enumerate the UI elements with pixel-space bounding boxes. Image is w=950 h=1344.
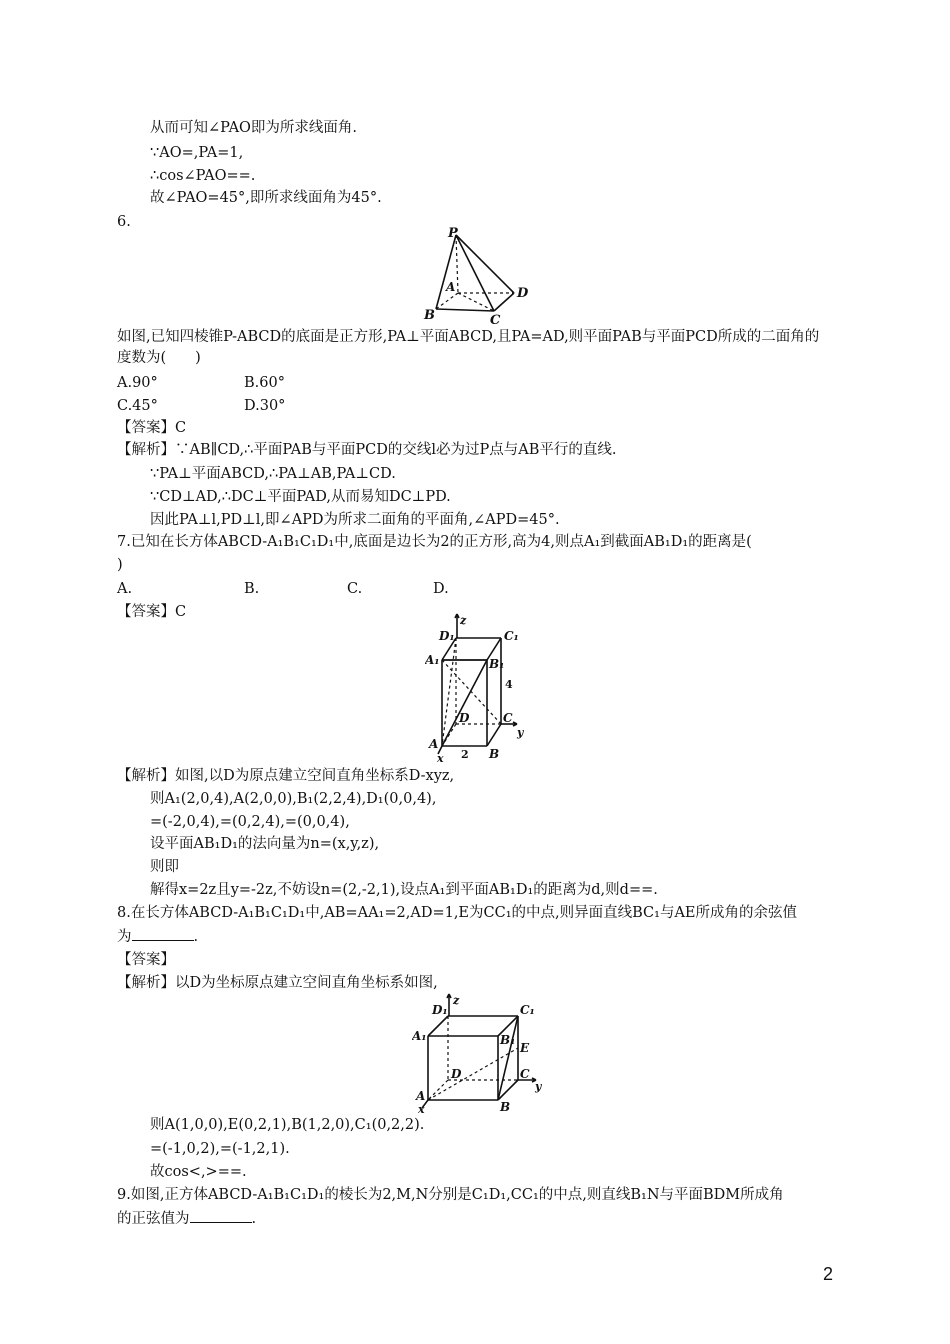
solution-line: ∵CD⊥AD,∴DC⊥平面PAD,从而易知DC⊥PD.	[150, 489, 451, 505]
option-b: B.	[244, 581, 260, 597]
solution-line: 【解析】以D为坐标原点建立空间直角坐标系如图,	[117, 975, 438, 991]
solution-line: =(-2,0,4),=(0,2,4),=(0,0,4),	[150, 814, 350, 830]
question-text-part: .	[193, 929, 199, 945]
solution-line: 解得x=2z且y=-2z,不妨设n=(2,-2,1),设点A₁到平面AB₁D₁的距离为d,则d==.	[150, 882, 658, 898]
vertex-label: C	[503, 711, 513, 725]
point-label: E	[520, 1041, 530, 1055]
axis-label: x	[418, 1103, 425, 1114]
axis-label: y	[517, 726, 524, 739]
vertex-label: A₁	[425, 653, 440, 667]
question-text-part: .	[251, 1211, 257, 1227]
solution-line: 则A(1,0,0),E(0,2,1),B(1,2,0),C₁(0,2,2).	[150, 1117, 425, 1133]
text-line: ∵AO=,PA=1,	[150, 145, 244, 161]
vertex-label: D	[459, 711, 470, 725]
vertex-label: C	[490, 313, 501, 325]
text-line: ∴cos∠PAO==.	[150, 168, 256, 184]
question-text-part: 为	[117, 929, 132, 945]
answer-line: 【答案】C	[117, 604, 187, 620]
text-line: 故∠PAO=45°,即所求线面角为45°.	[150, 190, 382, 206]
axis-label: x	[437, 752, 444, 764]
vertex-label: D	[517, 286, 529, 301]
vertex-label: B	[500, 1100, 511, 1114]
solution-line: 故cos<,>==.	[150, 1164, 247, 1180]
vertex-label: A	[429, 737, 439, 751]
edge-length-label: 2	[461, 748, 469, 761]
text-line: 从而可知∠PAO即为所求线面角.	[150, 120, 358, 136]
page-number: 2	[823, 1264, 834, 1284]
solution-line: 因此PA⊥l,PD⊥l,即∠APD为所求二面角的平面角,∠APD=45°.	[150, 512, 560, 528]
question-text: 如图,已知四棱锥P-ABCD的底面是正方形,PA⊥平面ABCD,且PA=AD,则平面PAB与平面PCD所成的二面角的度数为( )	[117, 329, 820, 366]
answer-line: 【答案】C	[117, 420, 187, 436]
answer-blank	[132, 926, 194, 941]
question-text: )	[117, 557, 123, 573]
pyramid-figure	[418, 225, 538, 325]
option-c: C.	[347, 581, 363, 597]
vertex-label: B₁	[500, 1033, 516, 1047]
cuboid-figure	[412, 992, 547, 1114]
question-text: 9.如图,正方体ABCD-A₁B₁C₁D₁的棱长为2,M,N分别是C₁D₁,CC₁的中点,则直线B₁N与平面BDM所成角	[117, 1187, 784, 1203]
solution-line: ∵PA⊥平面ABCD,∴PA⊥AB,PA⊥CD.	[150, 466, 396, 482]
answer-line: 【答案】	[117, 952, 175, 968]
axis-label: z	[460, 614, 467, 627]
solution-line: =(-1,0,2),=(-1,2,1).	[150, 1141, 290, 1157]
question-text: 8.在长方体ABCD-A₁B₁C₁D₁中,AB=AA₁=2,AD=1,E为CC₁的中点,则异面直线BC₁与AE所成角的余弦值	[117, 905, 798, 921]
question-number: 6.	[117, 214, 131, 230]
axis-label: z	[453, 994, 460, 1007]
vertex-label: B	[424, 308, 435, 323]
vertex-label: D₁	[439, 629, 455, 643]
vertex-label: B₁	[489, 657, 505, 671]
solution-line: 【解析】如图,以D为原点建立空间直角坐标系D-xyz,	[117, 768, 455, 784]
vertex-label: D₁	[432, 1003, 448, 1017]
vertex-label: A	[416, 1089, 426, 1103]
vertex-label: A	[446, 280, 456, 294]
vertex-label: B	[489, 747, 500, 761]
edge-length-label: 4	[505, 678, 513, 691]
vertex-label: A₁	[412, 1029, 427, 1043]
option-b: B.60°	[244, 375, 285, 391]
axis-label: y	[535, 1080, 542, 1093]
answer-blank	[190, 1208, 252, 1223]
cuboid-figure	[425, 612, 535, 764]
solution-line: 则即	[150, 859, 179, 875]
vertex-label: C₁	[520, 1003, 535, 1017]
option-a: A.	[117, 581, 133, 597]
solution-line: 【解析】∵AB∥CD,∴平面PAB与平面PCD的交线l必为过P点与AB平行的直线.	[117, 442, 617, 458]
question-text-part: 的正弦值为	[117, 1211, 190, 1227]
question-text	[117, 926, 198, 947]
solution-line: 设平面AB₁D₁的法向量为n=(x,y,z),	[150, 836, 380, 852]
vertex-label: C₁	[504, 629, 519, 643]
vertex-label: D	[451, 1067, 462, 1081]
solution-line: 则A₁(2,0,4),A(2,0,0),B₁(2,2,4),D₁(0,0,4),	[150, 791, 437, 807]
option-c: C.45°	[117, 398, 158, 414]
option-d: D.30°	[244, 398, 286, 414]
vertex-label: C	[520, 1067, 530, 1081]
vertex-label: P	[448, 226, 458, 241]
option-a: A.90°	[117, 375, 158, 391]
question-text	[117, 1208, 256, 1229]
option-d: D.	[433, 581, 449, 597]
question-text: 7.已知在长方体ABCD-A₁B₁C₁D₁中,底面是边长为2的正方形,高为4,则点A₁到截面AB₁D₁的距离是(	[117, 534, 752, 550]
